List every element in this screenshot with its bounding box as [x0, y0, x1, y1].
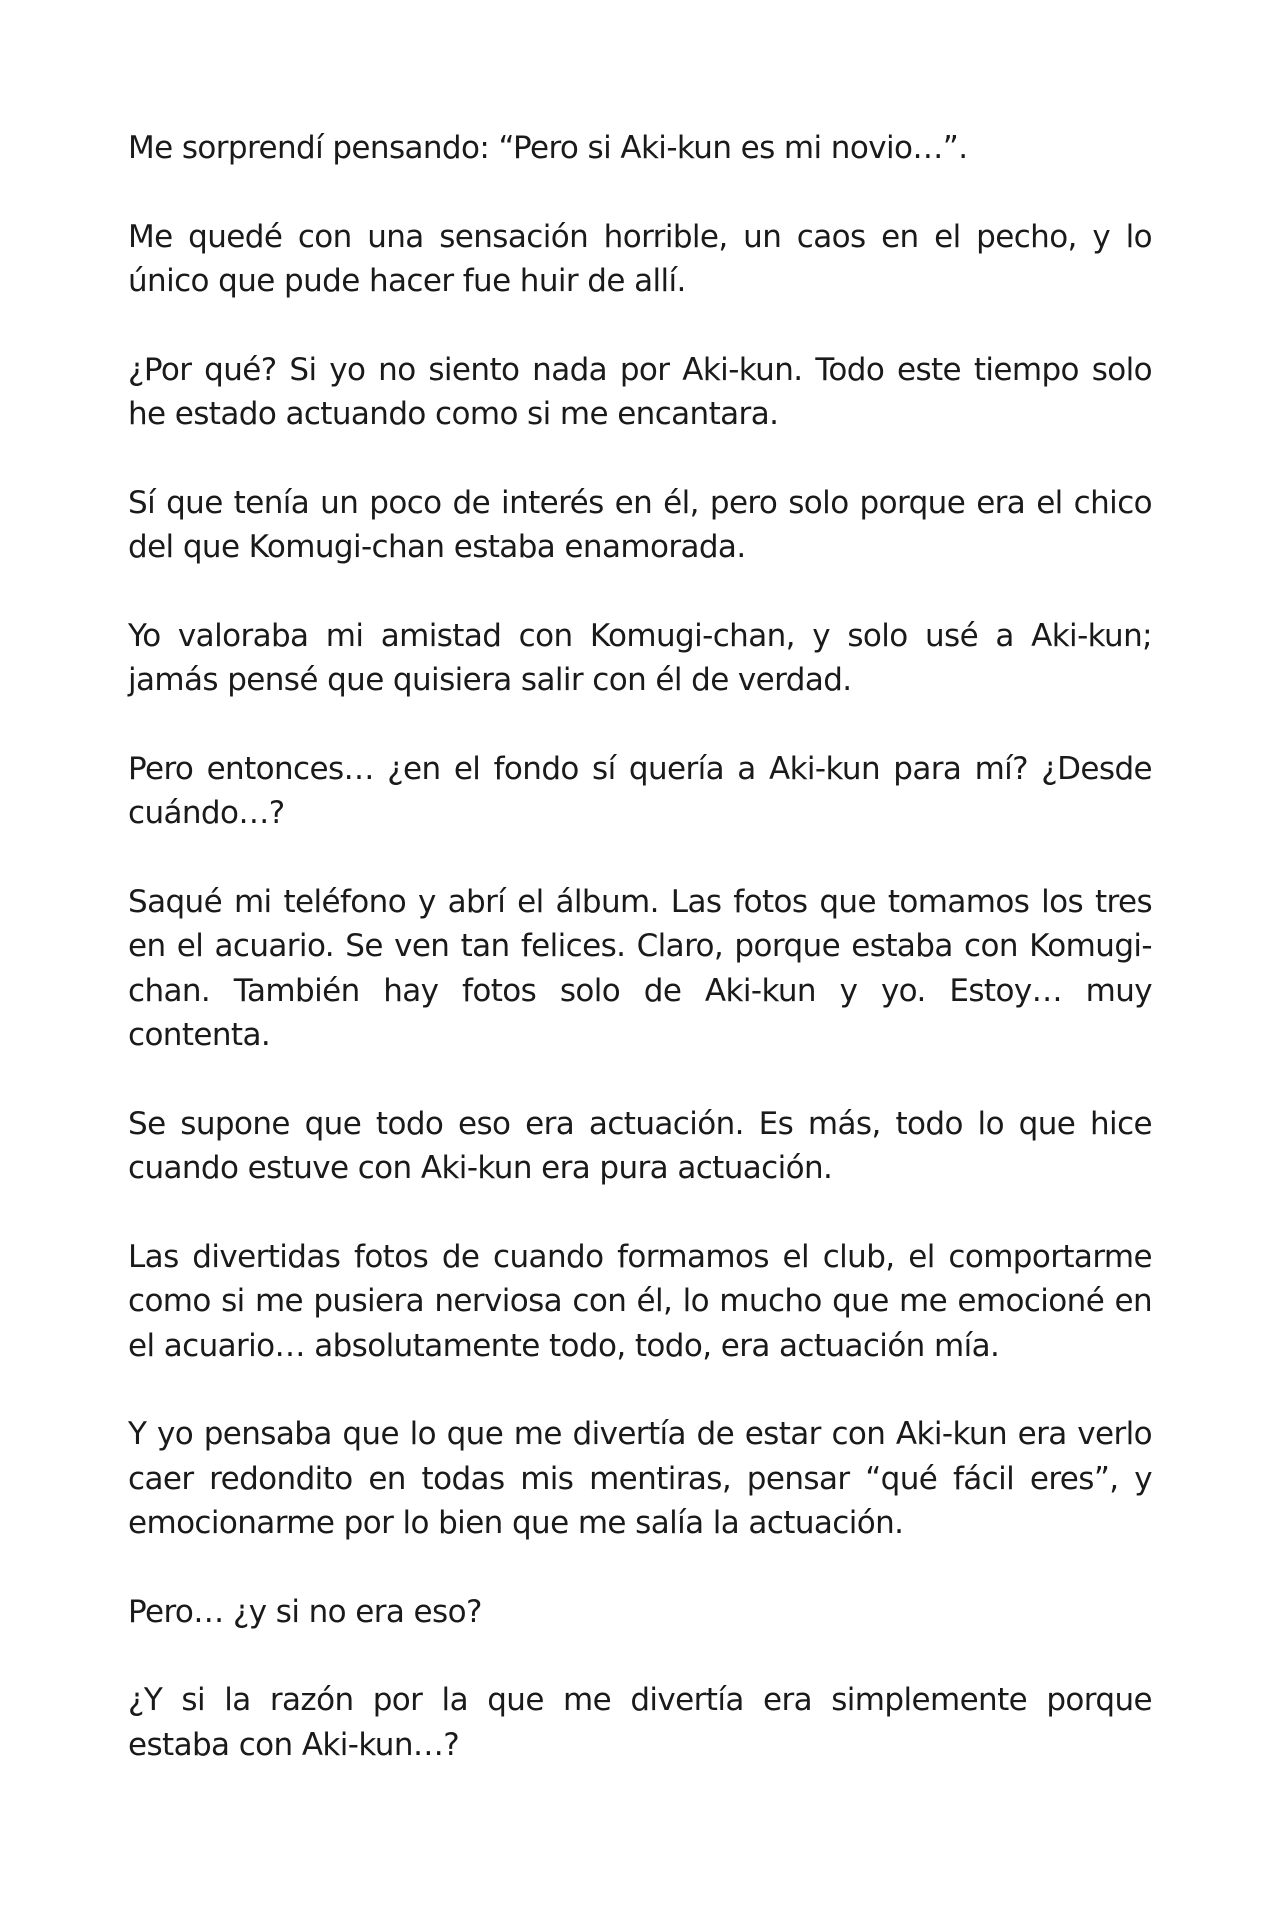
- paragraph-5: Yo valoraba mi amistad con Komugi-chan, y solo usé a Aki-kun; jamás pensé que quisiera salir con él de verdad.: [128, 617, 1152, 698]
- paragraph-4: Sí que tenía un poco de interés en él, pero solo porque era el chico del que Komugi-chan estaba enamorada.: [128, 484, 1152, 565]
- paragraph-8: Se supone que todo eso era actuación. Es más, todo lo que hice cuando estuve con Aki-kun era pura actuación.: [128, 1105, 1152, 1186]
- paragraph-6: Pero entonces… ¿en el fondo sí quería a Aki-kun para mí? ¿Desde cuándo…?: [128, 750, 1152, 831]
- paragraph-11: Pero… ¿y si no era eso?: [128, 1593, 482, 1630]
- paragraph-10: Y yo pensaba que lo que me divertía de estar con Aki-kun era verlo caer redondito en todas mis mentiras, pensar “qué fácil eres”, y emocionarme por lo bien que me salía la actuación.: [128, 1416, 1152, 1541]
- paragraph-3: ¿Por qué? Si yo no siento nada por Aki-kun. Todo este tiempo solo he estado actuando como si me encantara.: [128, 351, 1152, 432]
- paragraph-9: Las divertidas fotos de cuando formamos el club, el comportarme como si me pusiera nerviosa con él, lo mucho que me emocioné en el acuario… absolutamente todo, todo, era actuación mía.: [128, 1238, 1152, 1364]
- paragraph-12: ¿Y si la razón por la que me divertía era simplemente porque estaba con Aki-kun…?: [128, 1682, 1152, 1763]
- paragraph-7: Saqué mi teléfono y abrí el álbum. Las fotos que tomamos los tres en el acuario. Se ven tan felices. Claro, porque estaba con Komugi-chan. También hay fotos solo de Aki-kun y yo. Estoy… muy contenta.: [128, 883, 1152, 1053]
- paragraph-2: Me quedé con una sensación horrible, un caos en el pecho, y lo único que pude hacer fue huir de allí.: [128, 218, 1152, 299]
- body-text: [128, 126, 1152, 1767]
- paragraph-1: Me sorprendí pensando: “Pero si Aki-kun es mi novio…”.: [128, 130, 968, 166]
